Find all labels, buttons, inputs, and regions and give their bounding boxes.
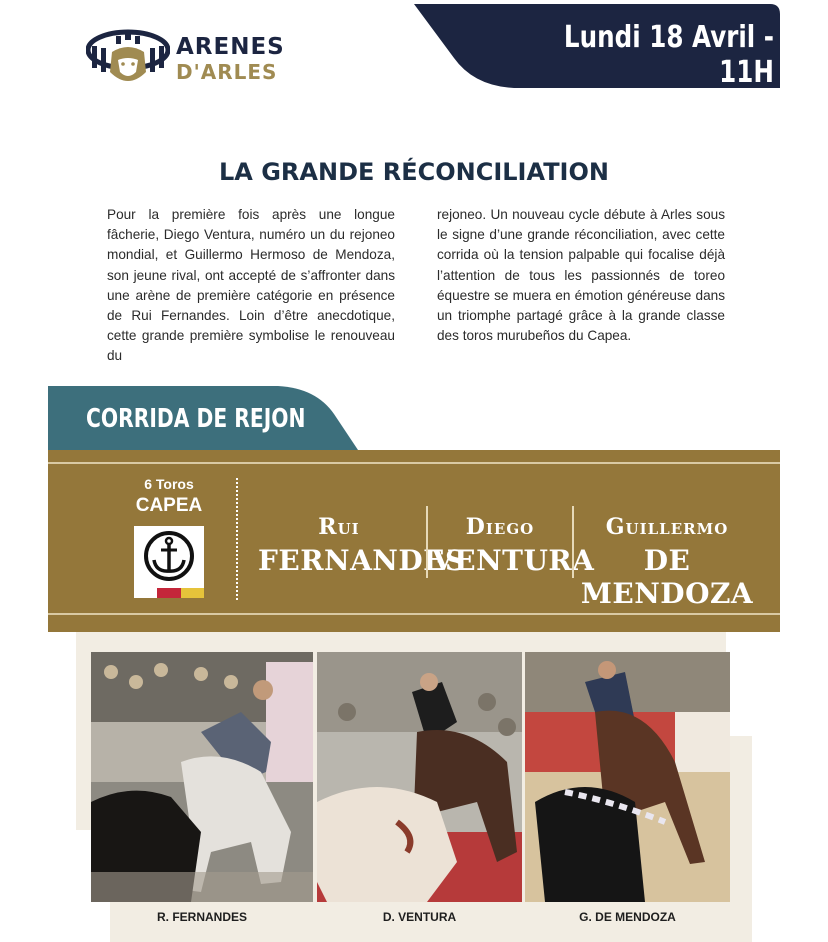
logo-text-arenes: ARENES — [176, 34, 285, 60]
torero-diego-ventura — [432, 514, 595, 577]
photo-diego-ventura — [317, 652, 522, 902]
anchor-brand-icon — [134, 526, 204, 588]
torero-rui-fernandes — [258, 514, 466, 577]
toros-count: 6 Toros — [144, 476, 194, 492]
photo-guillermo-de-mendoza — [525, 652, 730, 902]
date-banner — [414, 4, 780, 88]
photo-caption: G. DE MENDOZA — [579, 910, 676, 924]
article-column-2: rejoneo. Un nouveau cycle débute à Arles sous le signe d’une grande réconciliation, avec cette corrida où la tension palpable qui focalise déjà l’attention de tous les passionnés de toreo équestre se muera en émotion généreuse dans un triomphe partagé grâce à la grande classe des toros murubeños du Capea. — [437, 207, 725, 344]
article-title: LA GRANDE RÉCONCILIATION — [219, 158, 609, 186]
torero-first-name: Diego — [465, 514, 535, 540]
torero-last-name: FERNANDES — [258, 544, 466, 577]
event-date: Lundi 18 Avril - 11H — [563, 20, 774, 90]
band-bottom-rule — [48, 613, 780, 615]
torero-last-name: VENTURA — [432, 544, 595, 577]
ganaderia-name: CAPEA — [135, 495, 203, 516]
section-title: CORRIDA DE REJON — [86, 404, 306, 434]
arenes-logo — [86, 26, 286, 92]
photo-rui-fernandes — [91, 652, 313, 902]
torero-guillermo-de-mendoza — [578, 514, 756, 610]
article-column-1: Pour la première fois après une longue fâcherie, Diego Ventura, numéro un du rejoneo mondial, et Guillermo Hermoso de Mendoza, son jeune rival, ont accepté de s’affronter dans une arène de première catégorie en présence de Rui Fernandes. Loin d’être anecdotique, cette grande première symbolise le renouveau du — [107, 207, 395, 364]
arena-lion-logo-icon — [86, 26, 170, 90]
brand-color-stripes — [134, 588, 204, 598]
ganaderia-brand — [134, 526, 204, 598]
torero-separator — [572, 506, 574, 578]
logo-text-arles: D'ARLES — [176, 60, 278, 84]
torero-last-name: DE MENDOZA — [580, 544, 754, 610]
photo-caption: D. VENTURA — [382, 910, 457, 924]
stripe-yellow — [181, 588, 204, 598]
photo-caption: R. FERNANDES — [156, 910, 247, 924]
torero-first-name: Rui — [318, 514, 360, 540]
dotted-separator — [236, 478, 238, 600]
band-top-rule — [48, 462, 780, 464]
stripe-red — [157, 588, 180, 598]
torero-separator — [426, 506, 428, 578]
stripe-white — [134, 588, 157, 598]
torero-first-name: Guillermo — [605, 514, 729, 540]
